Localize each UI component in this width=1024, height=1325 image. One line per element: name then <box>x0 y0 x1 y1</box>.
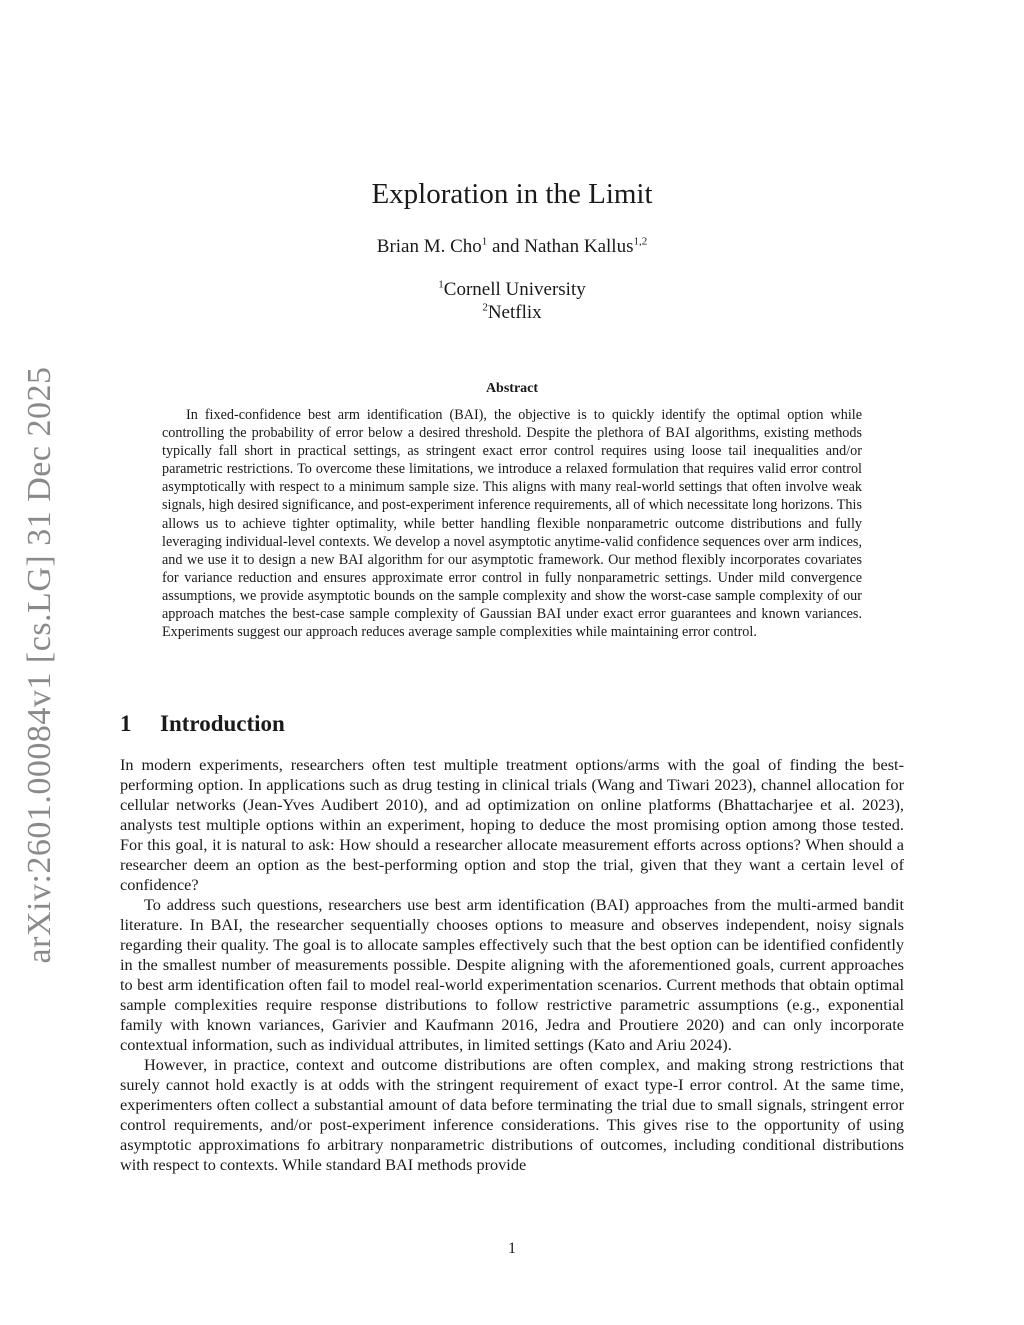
page-number: 1 <box>508 1240 516 1257</box>
paragraph: In modern experiments, researchers often test multiple treatment options/arms with the goal of finding the best-performing option. In applications such as drug testing in clinical trials (Wang and Tiwari 2023), channel allocation for cellular networks (Jean-Yves Audibert 2010), and ad optimization on online platforms (Bhattacharjee et al. 2023), analysts test multiple options within an experiment, hoping to deduce the most promising option among those tested. For this goal, it is natural to ask: How should a researcher allocate measurement efforts across options? When should a researcher deem an option as the best-performing option and stop the trial, given that they want a certain level of confidence? <box>120 755 904 894</box>
paper-title: Exploration in the Limit <box>371 178 653 210</box>
author-affil-mark: 1 <box>481 235 488 248</box>
paragraph: However, in practice, context and outcome distributions are often complex, and making strong restrictions that surely cannot hold exactly is at odds with the stringent requirement of exact type-I error control. At the same time, experimenters often collect a substantial amount of data before terminating the trial due to small signals, stringent error control requirements, and/or post-experiment inference considerations. This gives rise to the opportunity of using asymptotic approximations fo arbitrary nonparametric distributions of outcomes, including conditional distributions with respect to contexts. While standard BAI methods provide <box>120 1055 904 1174</box>
author-conjunction: and <box>487 236 525 257</box>
affiliation-mark: 2 <box>482 301 488 314</box>
affiliation <box>0 279 1024 301</box>
affiliation-name: Cornell University <box>443 279 586 300</box>
section-number: 1 <box>120 711 132 736</box>
abstract-text: In fixed-confidence best arm identification (BAI), the objective is to quickly identify the optimal option while controlling the probability of error below a desired threshold. Despite the plethora of BAI algorithms, existing methods typically fall short in practical settings, as stringent exact error control requires using loose tail inequalities and/or parametric restrictions. To overcome these limitations, we introduce a relaxed formulation that requires valid error control asymptotically with respect to a minimum sample size. This aligns with many real-world settings that often involve weak signals, high desired significance, and post-experiment inference requirements, all of which necessitate long horizons. This allows us to achieve tighter optimality, while better handling flexible nonparametric outcome distributions and fully leveraging individual-level contexts. We develop a novel asymptotic anytime-valid confidence sequences over arm indices, and we use it to design a new BAI algorithm for our asymptotic framework. Our method flexibly incorporates covariates for variance reduction and ensures approximate error control in fully nonparametric settings. Under mild convergence assumptions, we provide asymptotic bounds on the sample complexity and show the worst-case sample complexity of our approach matches the best-case sample complexity of Gaussian BAI under exact error guarantees and known variances. Experiments suggest our approach reduces average sample complexities while maintaining error control. <box>162 407 862 641</box>
affiliation <box>0 302 1024 324</box>
author-name: Brian M. Cho <box>376 236 482 257</box>
section-title: Introduction <box>160 711 285 736</box>
author-affil-mark: 1,2 <box>633 235 648 248</box>
section-heading <box>120 711 285 737</box>
arxiv-identifier: arXiv:2601.00084v1 [cs.LG] 31 Dec 2025 <box>21 366 58 964</box>
paragraph: To address such questions, researchers use best arm identification (BAI) approaches from the multi-armed bandit literature. In BAI, the researcher sequentially chooses options to measure and observes independent, noisy signals regarding their quality. The goal is to allocate samples effectively such that the best option can be identified confidently in the smallest number of measurements possible. Despite aligning with the aforementioned goals, current approaches to best arm identification often fail to model real-world experimentation scenarios. Current methods that obtain optimal sample complexities require response distributions to follow restrictive parametric assumptions (e.g., exponential family with known variances, Garivier and Kaufmann 2016, Jedra and Proutiere 2020) and can only incorporate contextual information, such as individual attributes, in limited settings (Kato and Ariu 2024). <box>120 895 904 1054</box>
affiliation-name: Netflix <box>487 302 542 323</box>
affiliation-mark: 1 <box>438 278 444 291</box>
abstract-heading: Abstract <box>485 381 539 396</box>
author-name: Nathan Kallus <box>524 236 634 257</box>
author-list <box>0 236 1024 258</box>
section-body <box>120 755 904 1175</box>
